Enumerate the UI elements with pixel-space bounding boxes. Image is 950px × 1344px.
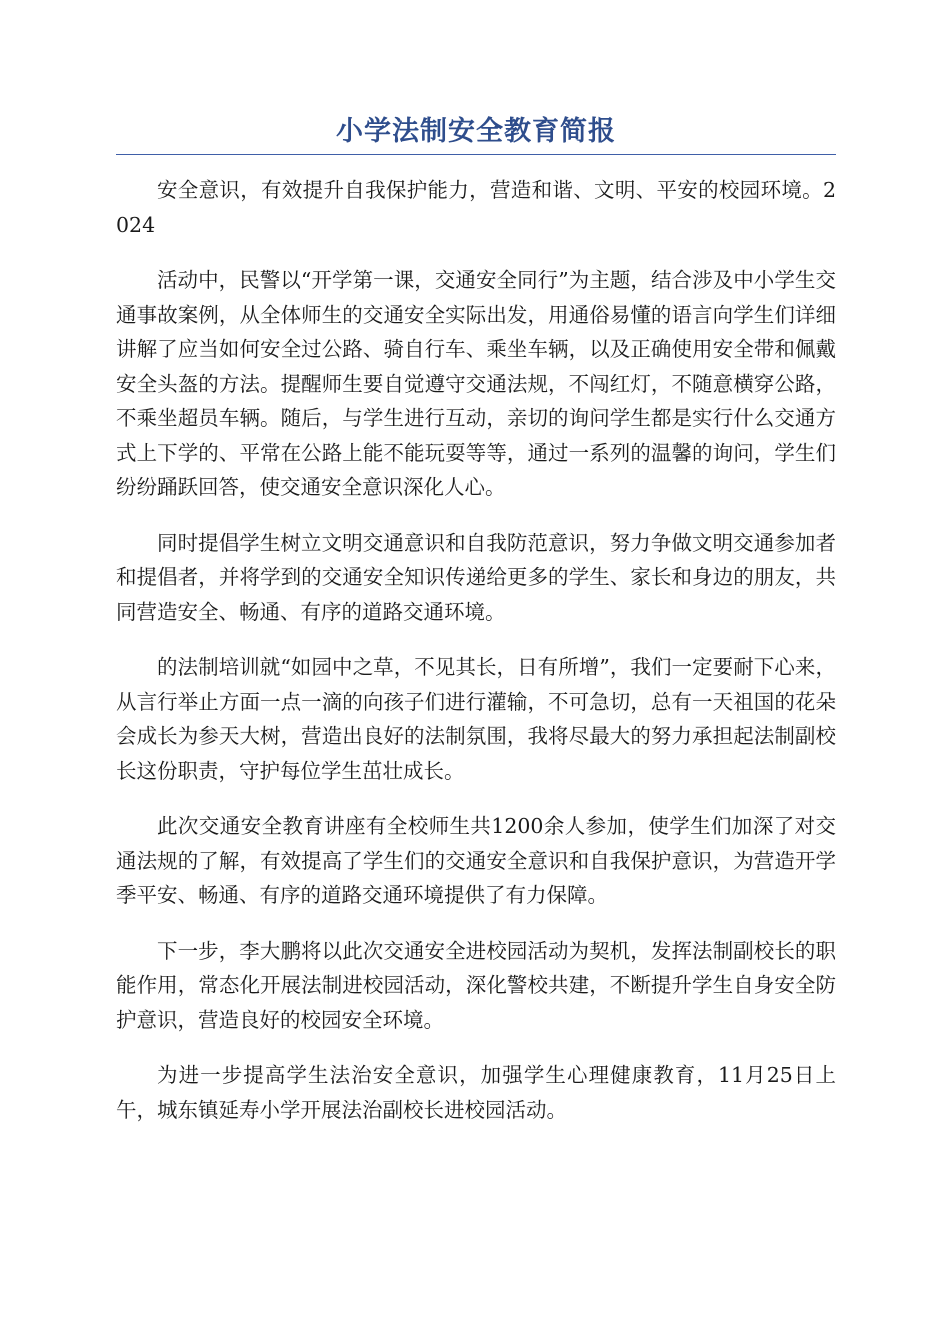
paragraph-6: 下一步，李大鹏将以此次交通安全进校园活动为契机，发挥法制副校长的职能作用，常态化开展法制进校园活动，深化警校共建，不断提升学生自身安全防护意识，营造良好的校园安全环境。: [116, 938, 836, 1032]
paragraph-3: 同时提倡学生树立文明交通意识和自我防范意识，努力争做文明交通参加者和提倡者，并将学到的交通安全知识传递给更多的学生、家长和身边的朋友，共同营造安全、畅通、有序的道路交通环境。: [116, 530, 836, 624]
title-underline: [116, 154, 836, 155]
paragraph-4: 的法制培训就“如园中之草，不见其长，日有所增”，我们一定要耐下心来，从言行举止方面一点一滴的向孩子们进行灌输，不可急切，总有一天祖国的花朵会成长为参天大树，营造出良好的法制氛围，我将尽最大的努力承担起法制副校长这份职责，守护每位学生茁壮成长。: [116, 655, 836, 783]
paragraph-2: 活动中，民警以“开学第一课，交通安全同行”为主题，结合涉及中小学生交通事故案例，从全体师生的交通安全实际出发，用通俗易懂的语言向学生们详细讲解了应当如何安全过公路、骑自行车、乘坐车辆，以及正确使用安全带和佩戴安全头盔的方法。提醒师生要自觉遵守交通法规，不闯红灯，不随意横穿公路，不乘坐超员车辆。随后，与学生进行互动，亲切的询问学生都是实行什么交通方式上下学的、平常在公路上能不能玩耍等等，通过一系列的温馨的询问，学生们纷纷踊跃回答，使交通安全意识深化人心。: [116, 268, 836, 499]
paragraph-5: 此次交通安全教育讲座有全校师生共1200余人参加，使学生们加深了对交通法规的了解，有效提高了学生们的交通安全意识和自我保护意识，为营造开学季平安、畅通、有序的道路交通环境提供了有力保障。: [116, 814, 836, 907]
paragraph-1: 安全意识，有效提升自我保护能力，营造和谐、文明、平安的校园环境。2024: [116, 178, 836, 237]
document-page: [116, 112, 836, 1148]
paragraph-7: 为进一步提高学生法治安全意识，加强学生心理健康教育，11月25日上午，城东镇延寿小学开展法治副校长进校园活动。: [116, 1063, 836, 1122]
document-title: 小学法制安全教育简报: [336, 116, 616, 147]
